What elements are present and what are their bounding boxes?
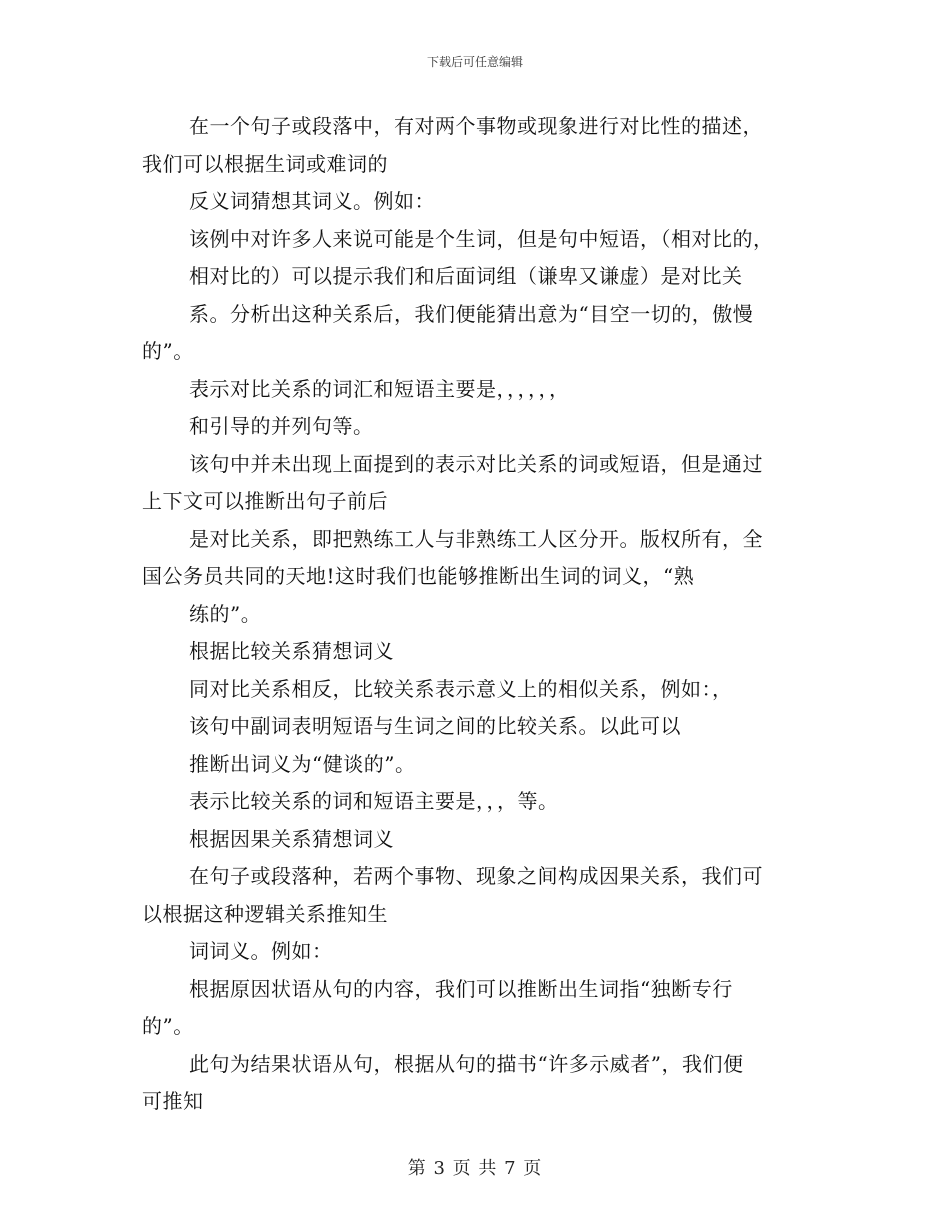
page-number: 第 3 页 共 7 页 (407, 1158, 543, 1179)
text-line: 可推知 (142, 1089, 204, 1113)
document-body (142, 108, 812, 1121)
text-line: 相对比的）可以提示我们和后面词组（谦卑又谦虚）是对比关 (189, 264, 743, 288)
text-line: 反义词猜想其词义。例如： (189, 189, 435, 213)
text-line: 国公务员共同的天地!这时我们也能够推断出生词的词义，“熟 (142, 564, 695, 588)
text-line: 此句为结果状语从句，根据从句的描书“许多示威者”，我们便 (189, 1051, 744, 1076)
text-line: 根据原因状语从句的内容，我们可以推断出生词指“独断专行 (189, 976, 733, 1001)
section-heading: 根据因果关系猜想词义 (189, 826, 394, 851)
text-line: 词词义。例如： (189, 939, 333, 963)
text-line: 该句中并未出现上面提到的表示对比关系的词或短语，但是通过 (189, 451, 763, 476)
text-line: 表示比较关系的词和短语主要是，，，等。 (189, 789, 559, 813)
text-line: 在一个句子或段落中，有对两个事物或现象进行对比性的描述， (189, 114, 763, 138)
text-line: 上下文可以推断出句子前后 (142, 489, 388, 513)
text-line: 该例中对许多人来说可能是个生词，但是句中短语，（相对比的， (189, 226, 774, 251)
text-line: 练的”。 (189, 601, 262, 626)
text-line: 的”。 (142, 1014, 194, 1038)
text-line: 系。分析出这种关系后，我们便能猜出意为“目空一切的，傲慢 (189, 301, 754, 326)
text-line: 和引导的并列句等。 (189, 414, 374, 438)
text-line: 我们可以根据生词或难词的 (142, 151, 388, 176)
text-line: 推断出词义为“健谈的”。 (189, 751, 416, 776)
section-heading: 根据比较关系猜想词义 (189, 639, 394, 663)
text-line: 在句子或段落种，若两个事物、现象之间构成因果关系，我们可 (189, 864, 763, 888)
text-line: 是对比关系，即把熟练工人与非熟练工人区分开。版权所有，全 (189, 526, 763, 551)
text-line: 以根据这种逻辑关系推知生 (142, 901, 388, 926)
text-line: 表示对比关系的词汇和短语主要是，，，，，， (189, 376, 570, 401)
text-line: 同对比关系相反，比较关系表示意义上的相似关系，例如：， (189, 676, 733, 701)
page-header-note: 下载后可任意编辑 (426, 55, 523, 69)
text-line: 的”。 (142, 339, 194, 363)
text-line: 该句中副词表明短语与生词之间的比较关系。以此可以 (189, 714, 681, 738)
